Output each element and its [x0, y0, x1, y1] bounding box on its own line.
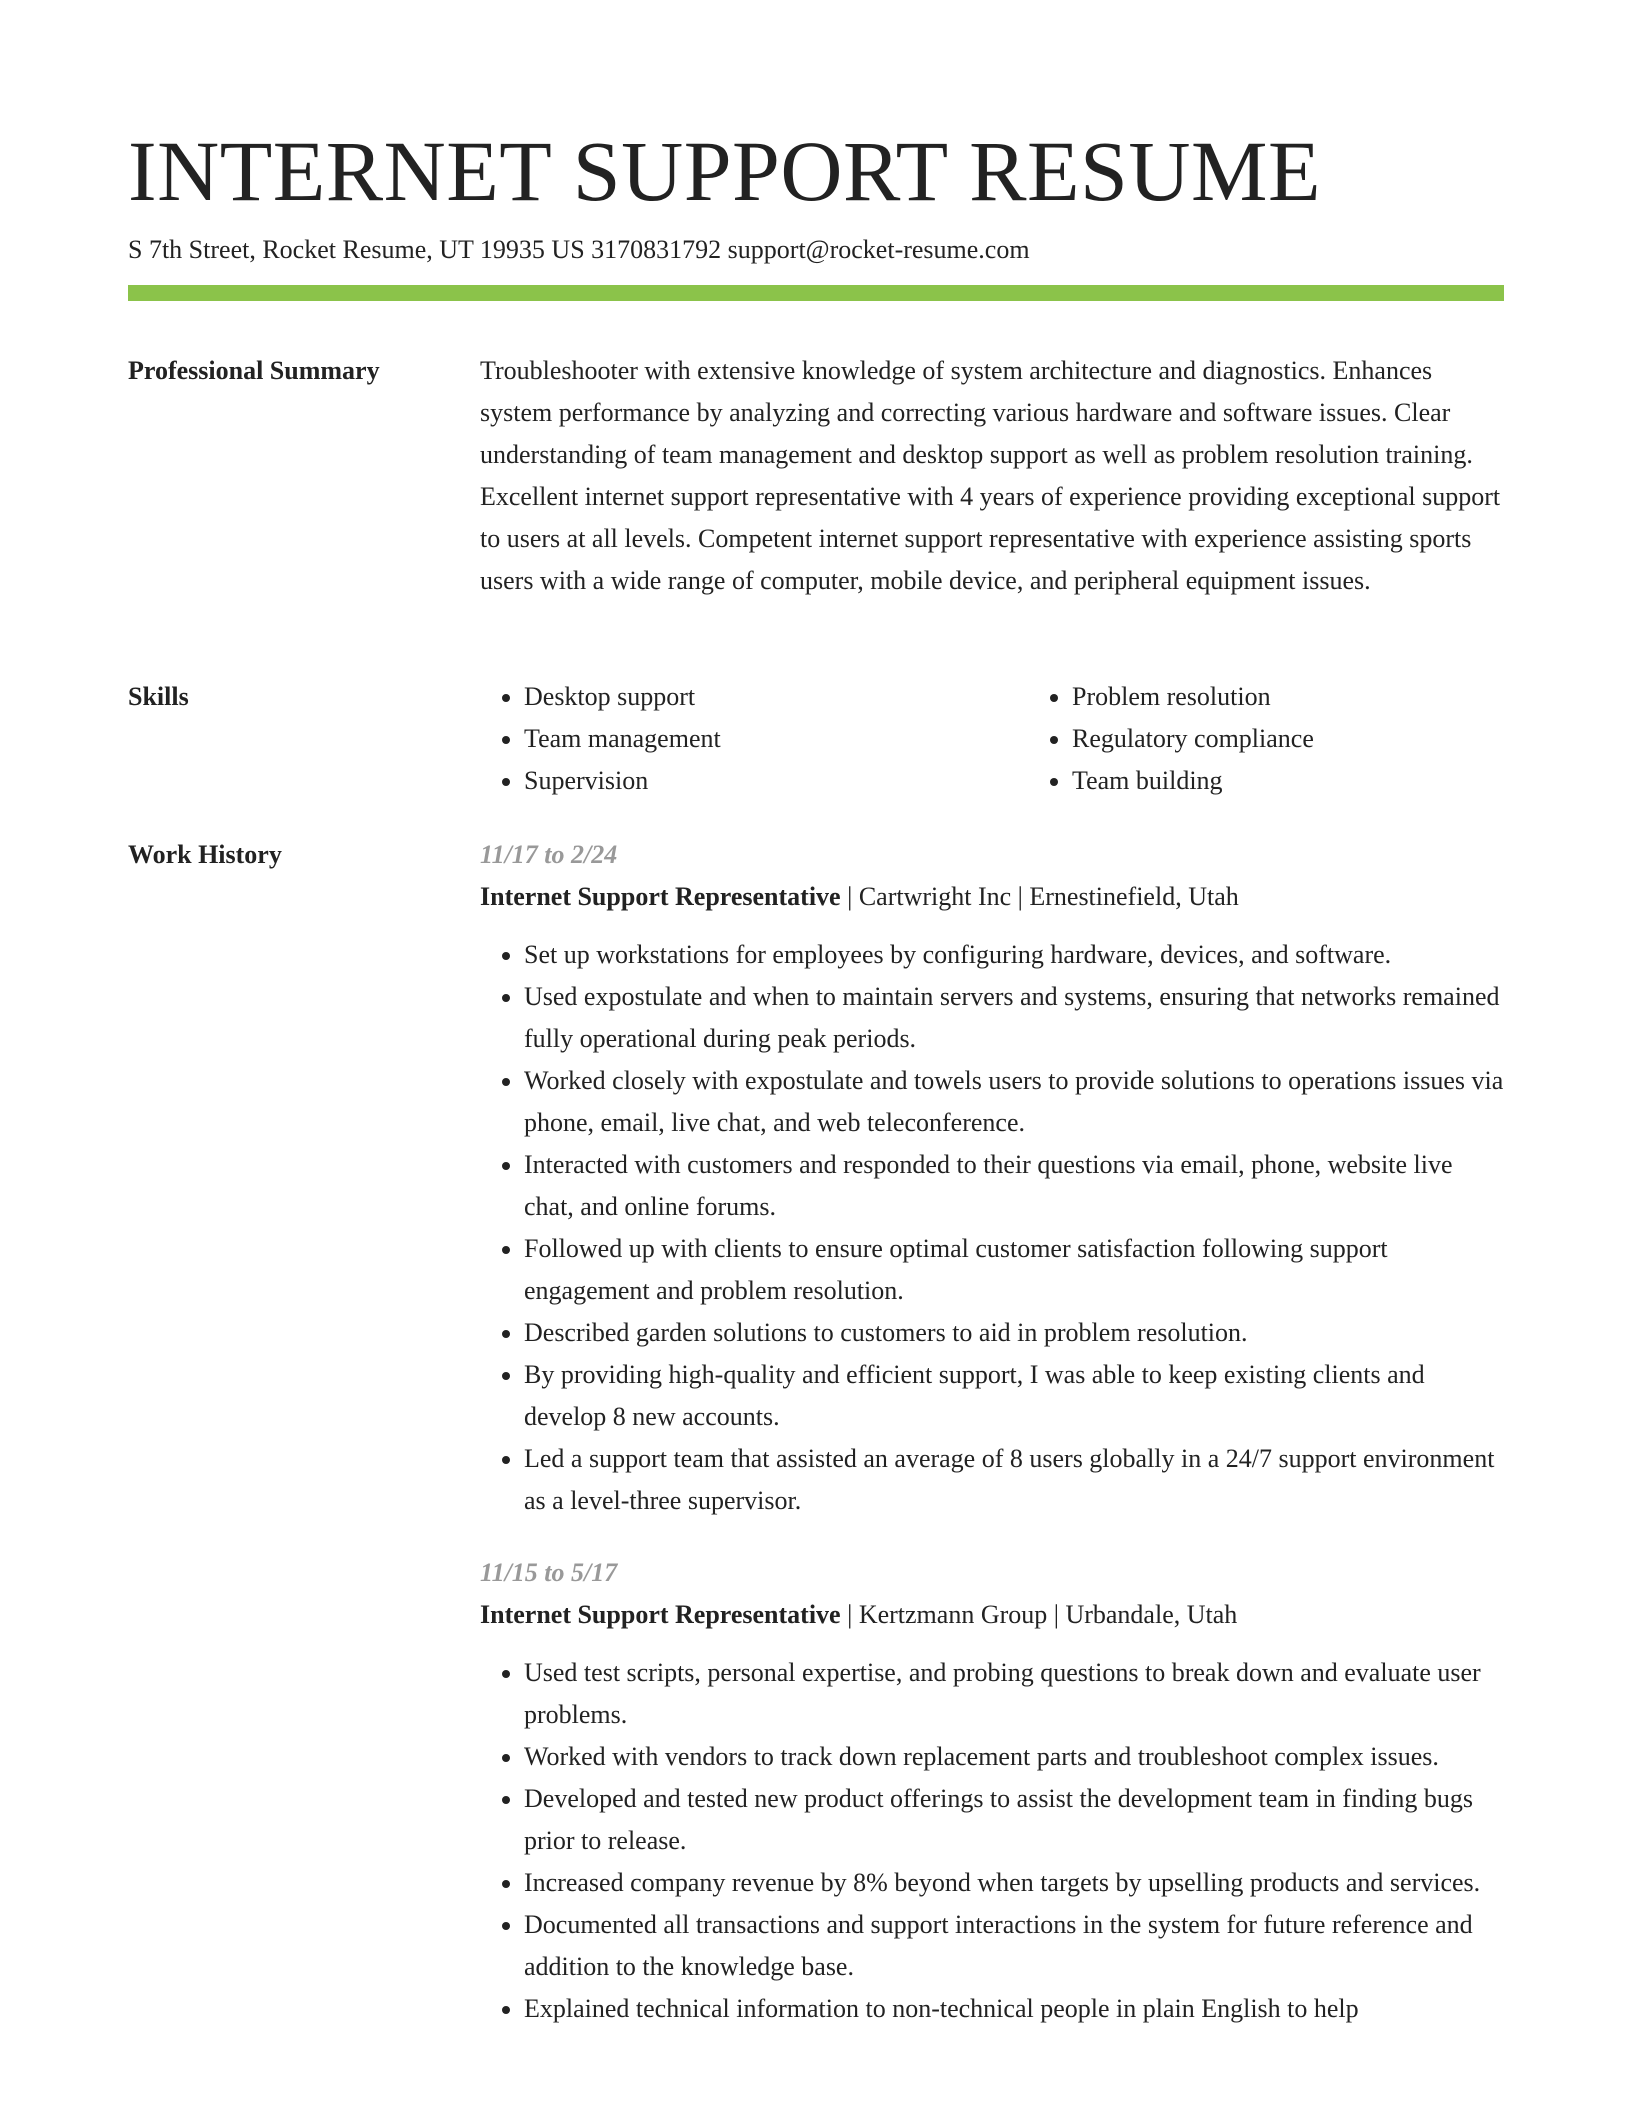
- skill-item: • Regulatory compliance: [1072, 718, 1576, 760]
- job-bullets: [480, 1652, 1504, 2030]
- skill-item: • Desktop support: [524, 676, 1028, 718]
- header-divider: [128, 285, 1504, 301]
- summary-heading: Professional Summary: [128, 356, 380, 385]
- job-dates: 11/17 to 2/24: [480, 840, 618, 869]
- skill-item: • Team management: [524, 718, 1028, 760]
- summary-body: [480, 350, 1504, 602]
- job-entry: [480, 1552, 1504, 2030]
- job-bullet: • Used expostulate and when to maintain servers and systems, ensuring that networks remained fully operational during peak periods.: [524, 976, 1504, 1060]
- job-bullet: • Interacted with customers and responded to their questions via email, phone, website live chat, and online forums.: [524, 1144, 1504, 1228]
- work-body: [480, 834, 1504, 2030]
- skill-item: • Team building: [1072, 760, 1576, 802]
- work-heading: Work History: [128, 840, 282, 869]
- summary-text: Troubleshooter with extensive knowledge of system architecture and diagnostics. Enhances system performance by analyzing and correcting various hardware and software issues. Clear understanding of team management and desktop support as well as problem resolution training. Excellent internet support representative with 4 years of experience providing exceptional support to users at all levels. Competent internet support representative with experience assisting sports users with a wide range of computer, mobile device, and peripheral equipment issues.: [480, 356, 1501, 595]
- job-title-line: [480, 1594, 1504, 1636]
- job-details: | Kertzmann Group | Urbandale, Utah: [840, 1600, 1238, 1629]
- job-entry: [480, 834, 1504, 1522]
- job-bullet: • Developed and tested new product offerings to assist the development team in finding bugs prior to release.: [524, 1778, 1504, 1862]
- job-bullet: • By providing high-quality and efficient support, I was able to keep existing clients and develop 8 new accounts.: [524, 1354, 1504, 1438]
- skills-heading: Skills: [128, 682, 189, 711]
- skills-list-right: [1028, 676, 1576, 802]
- job-bullet: • Explained technical information to non-technical people in plain English to help: [524, 1988, 1504, 2030]
- skill-item: • Problem resolution: [1072, 676, 1576, 718]
- job-dates: 11/15 to 5/17: [480, 1558, 618, 1587]
- job-role: Internet Support Representative: [480, 882, 841, 911]
- skill-item: • Supervision: [524, 760, 1028, 802]
- job-bullet: • Worked with vendors to track down replacement parts and troubleshoot complex issues.: [524, 1736, 1504, 1778]
- resume-title: INTERNET SUPPORT RESUME: [128, 123, 1321, 219]
- job-bullets: [480, 934, 1504, 1522]
- job-bullet: • Used test scripts, personal expertise, and probing questions to break down and evaluate user problems.: [524, 1652, 1504, 1736]
- skills-list-left: [480, 676, 1028, 802]
- job-bullet: • Led a support team that assisted an average of 8 users globally in a 24/7 support environment as a level-three supervisor.: [524, 1438, 1504, 1522]
- job-role: Internet Support Representative: [480, 1600, 841, 1629]
- job-bullet: • Followed up with clients to ensure optimal customer satisfaction following support engagement and problem resolution.: [524, 1228, 1504, 1312]
- job-bullet: • Set up workstations for employees by configuring hardware, devices, and software.: [524, 934, 1504, 976]
- job-bullet: • Increased company revenue by 8% beyond when targets by upselling products and services.: [524, 1862, 1504, 1904]
- contact-line: S 7th Street, Rocket Resume, UT 19935 US 3170831792 support@rocket-resume.com: [128, 235, 1030, 264]
- job-bullet: • Described garden solutions to customers to aid in problem resolution.: [524, 1312, 1504, 1354]
- job-title-line: [480, 876, 1504, 918]
- skills-body: [480, 676, 1504, 802]
- skills-columns: [480, 676, 1504, 802]
- job-bullet: • Documented all transactions and support interactions in the system for future reference and addition to the knowledge base.: [524, 1904, 1504, 1988]
- job-details: | Cartwright Inc | Ernestinefield, Utah: [840, 882, 1239, 911]
- job-bullet: • Worked closely with expostulate and towels users to provide solutions to operations issues via phone, email, live chat, and web teleconference.: [524, 1060, 1504, 1144]
